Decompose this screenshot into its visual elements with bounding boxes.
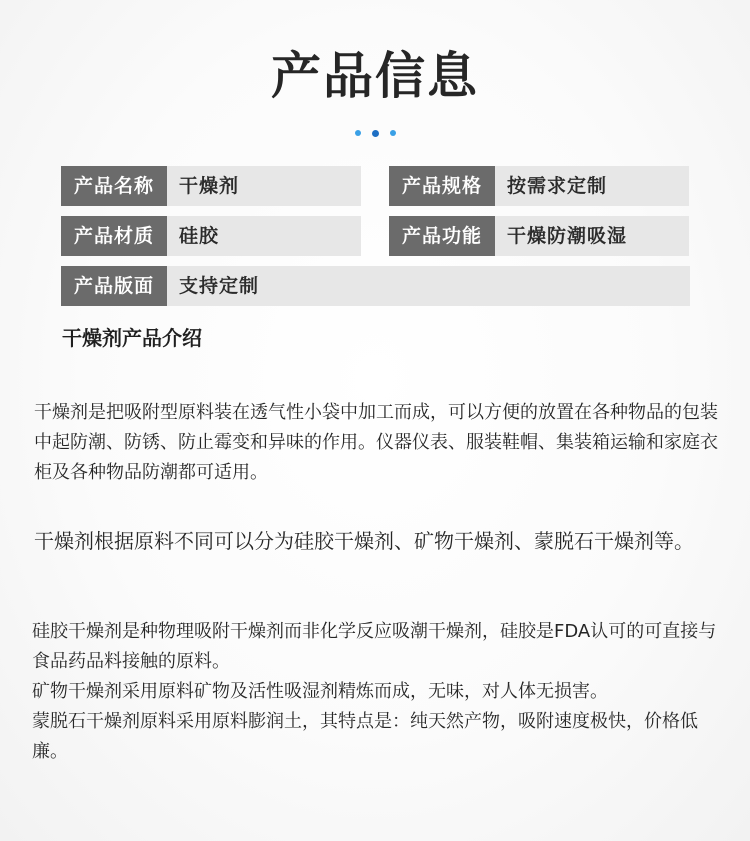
- spec-label: 产品版面: [61, 266, 167, 306]
- intro-heading: 干燥剂产品介绍: [62, 326, 202, 350]
- spec-label: 产品名称: [61, 166, 167, 206]
- spec-label: 产品规格: [389, 166, 495, 206]
- spec-row-material: [61, 216, 361, 256]
- spec-value: 按需求定制: [507, 175, 608, 197]
- paragraph-types: 干燥剂根据原料不同可以分为硅胶干燥剂、矿物干燥剂、蒙脱石干燥剂等。: [34, 529, 694, 553]
- spec-value: 干燥防潮吸湿: [507, 225, 628, 247]
- divider-dot-center: [372, 130, 379, 137]
- paragraph-montmorillonite: 蒙脱石干燥剂原料采用原料膨润土，其特点是：纯天然产物，吸附速度极快，价格低廉。: [32, 711, 698, 762]
- spec-row-layout: [61, 266, 690, 306]
- page-title: 产品信息: [271, 47, 479, 105]
- title-divider-dots: [0, 130, 750, 137]
- spec-value: 支持定制: [179, 275, 260, 297]
- spec-label: 产品功能: [389, 216, 495, 256]
- spec-row-size: [389, 166, 689, 206]
- paragraph-overview: 干燥剂是把吸附型原料装在透气性小袋中加工而成，可以方便的放置在各种物品的包装中起防潮、防锈、防止霉变和异味的作用。仪器仪表、服装鞋帽、集装箱运输和家庭衣柜及各种物品防潮都可适用。: [34, 402, 718, 483]
- paragraph-details: [32, 617, 726, 767]
- spec-row-name: [61, 166, 361, 206]
- spec-row-function: [389, 216, 689, 256]
- paragraph-silica: 硅胶干燥剂是种物理吸附干燥剂而非化学反应吸潮干燥剂，硅胶是FDA认可的可直接与食品药品料接触的原料。: [32, 621, 717, 672]
- paragraph-mineral: 矿物干燥剂采用原料矿物及活性吸湿剂精炼而成，无味，对人体无损害。: [32, 681, 608, 702]
- divider-dot: [355, 130, 361, 136]
- divider-dot: [390, 130, 396, 136]
- spec-label: 产品材质: [61, 216, 167, 256]
- spec-value: 硅胶: [179, 225, 220, 247]
- spec-value: 干燥剂: [179, 175, 240, 197]
